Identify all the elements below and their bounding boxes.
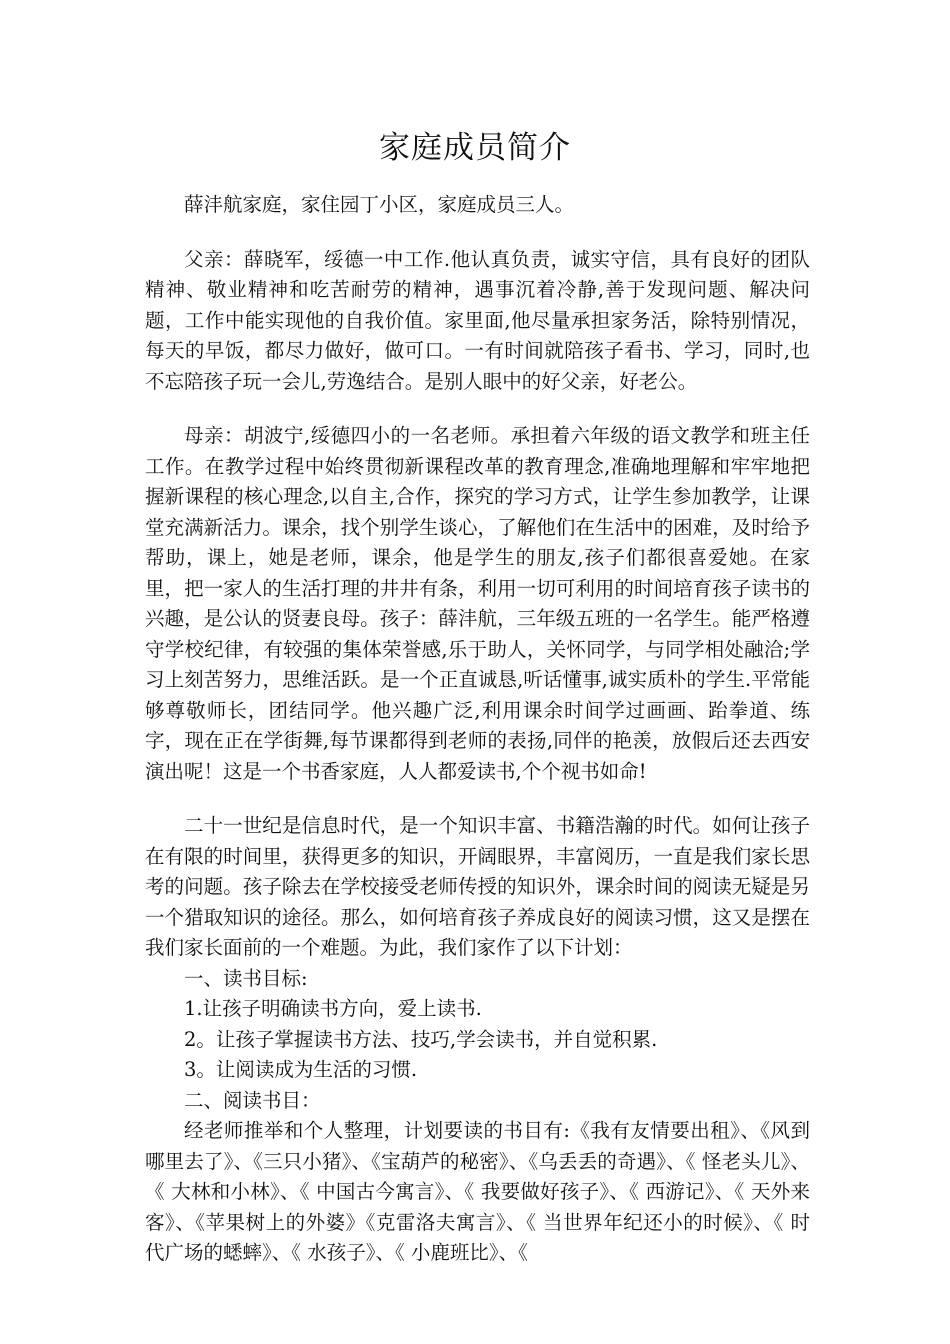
mother-child-paragraph: 母亲：胡波宁,绥德四小的一名老师。承担着六年级的语文教学和班主任工作。在教学过程中始终贯彻新课程改革的教育理念,准确地理解和牢牢地把握新课程的核心理念,以自主,合作，探究的学习方式，让学生参加教学，让课堂充满新活力。课余，找个别学生谈心，了解他们在生活中的困难，及时给予帮助，课上，她是老师，课余，他是学生的朋友,孩子们都很喜爱她。在家里，把一家人的生活打理的井井有条，利用一切可利用的时间培育孩子读书的兴趣，是公认的贤妻良母。孩子：薛沣航，三年级五班的一名学生。能严格遵守学校纪律，有较强的集体荣誉感,乐于助人，关怀同学，与同学相处融洽;学习上刻苦努力，思维活跃。是一个正直诚恳,听话懂事,诚实质朴的学生.平常能够尊敬师长，团结同学。他兴趣广泛,利用课余时间学过画画、跆拳道、练字，现在正在学街舞,每节课都得到老师的表扬,同伴的艳羡，放假后还去西安演出呢！这是一个书香家庭，人人都爱读书,个个视书如命!	[145, 424, 810, 783]
plan-intro-paragraph: 二十一世纪是信息时代，是一个知识丰富、书籍浩瀚的时代。如何让孩子在有限的时间里，获得更多的知识，开阔眼界，丰富阅历，一直是我们家长思考的问题。孩子除去在学校接受老师传授的知识外，课余时间的阅读无疑是另一个猎取知识的途径。那么，如何培育孩子养成良好的阅读习惯，这又是摆在我们家长面前的一个难题。为此，我们家作了以下计划：	[145, 814, 810, 959]
reading-goals-heading: 一、读书目标:	[184, 966, 308, 990]
intro-paragraph: 薛沣航家庭，家住园丁小区，家庭成员三人。	[184, 193, 575, 216]
document-title: 家庭成员简介	[379, 130, 571, 166]
reading-goal-1: 1.让孩子明确读书方向，爱上读书.	[184, 997, 482, 1020]
reading-list-heading: 二、阅读书目：	[184, 1088, 321, 1112]
reading-goal-2: 2。让孩子掌握读书方法、技巧,学会读书，并自觉积累.	[184, 1027, 658, 1051]
father-paragraph: 父亲：薛晓军，绥德一中工作.他认真负责，诚实守信，具有良好的团队精神、敬业精神和吃苦耐劳的精神，遇事沉着冷静,善于发现问题、解决问题，工作中能实现他的自我价值。家里面,他尽量承担家务活，除特别情况，每天的早饭，都尽力做好，做可口。一有时间就陪孩子看书、学习，同时,也不忘陪孩子玩一会儿,劳逸结合。是别人眼中的好父亲，好老公。	[145, 247, 810, 393]
document-body	[145, 190, 810, 1269]
reading-goal-3: 3。让阅读成为生活的习惯.	[184, 1058, 418, 1081]
book-list-paragraph: 经老师推举和个人整理，计划要读的书目有:《我有友情要出租》、《风到哪里去了》、《三只小猪》、《宝葫芦的秘密》、《乌丢丢的奇遇》、《 怪老头儿》、《 大林和小林》、《 中国古今寓言》、《 我要做好孩子》、《 西游记》、《 天外来客》、《苹果树上的外婆》《克雷洛夫寓言》、《 当世界年纪还小的时候》、《 时代广场的蟋蟀》、《 水孩子》、《 小鹿班比》、《	[145, 1119, 810, 1264]
